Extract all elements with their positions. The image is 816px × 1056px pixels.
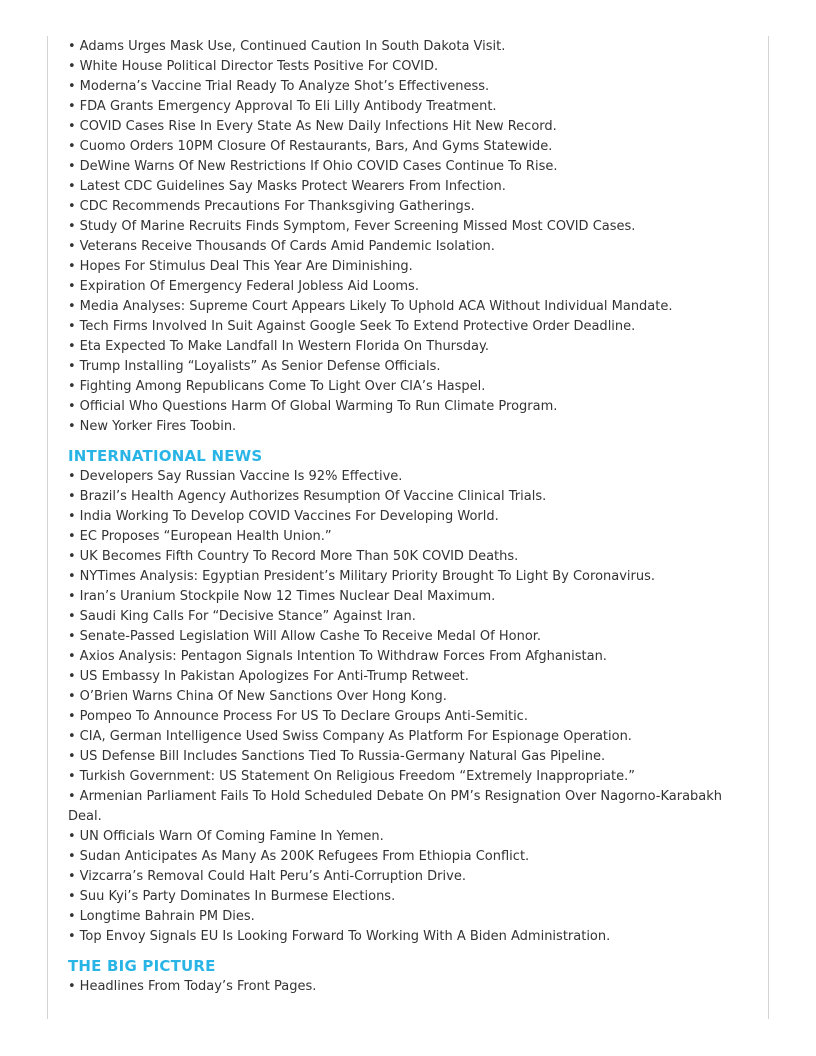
- big-picture-list: [68, 977, 748, 997]
- bullet-icon: •: [68, 139, 76, 154]
- bullet-icon: •: [68, 99, 76, 114]
- headline-text: Brazil’s Health Agency Authorizes Resumption Of Vaccine Clinical Trials.: [79, 489, 547, 504]
- domestic-news-list: [68, 37, 748, 437]
- bullet-icon: •: [68, 609, 76, 624]
- bullet-icon: •: [68, 359, 76, 374]
- headline-text: DeWine Warns Of New Restrictions If Ohio COVID Cases Continue To Rise.: [79, 159, 558, 174]
- bullet-icon: •: [68, 589, 76, 604]
- headline-link[interactable]: [68, 927, 748, 947]
- headline-text: NYTimes Analysis: Egyptian President’s Military Priority Brought To Light By Coronavirus.: [79, 569, 656, 584]
- headline-text: Trump Installing “Loyalists” As Senior Defense Officials.: [79, 359, 441, 374]
- headline-text: Axios Analysis: Pentagon Signals Intention To Withdraw Forces From Afghanistan.: [79, 649, 607, 664]
- headline-link[interactable]: [68, 317, 748, 337]
- headline-text: Study Of Marine Recruits Finds Symptom, Fever Screening Missed Most COVID Cases.: [79, 219, 636, 234]
- headline-text: UK Becomes Fifth Country To Record More Than 50K COVID Deaths.: [79, 549, 519, 564]
- headline-link[interactable]: [68, 417, 748, 437]
- bullet-icon: •: [68, 279, 76, 294]
- bullet-icon: •: [68, 529, 76, 544]
- bullet-icon: •: [68, 929, 76, 944]
- bullet-icon: •: [68, 729, 76, 744]
- headline-link[interactable]: [68, 397, 748, 417]
- headline-link[interactable]: [68, 977, 748, 997]
- headline-text: Official Who Questions Harm Of Global Warming To Run Climate Program.: [79, 399, 558, 414]
- headline-text: Headlines From Today’s Front Pages.: [79, 979, 317, 994]
- headline-link[interactable]: [68, 907, 748, 927]
- headline-text: Developers Say Russian Vaccine Is 92% Effective.: [79, 469, 403, 484]
- headline-text: Adams Urges Mask Use, Continued Caution In South Dakota Visit.: [79, 39, 506, 54]
- headline-text: Armenian Parliament Fails To Hold Scheduled Debate On PM’s Resignation Over Nagorno-Karabakh Deal.: [68, 789, 723, 824]
- bullet-icon: •: [68, 549, 76, 564]
- right-border: [768, 36, 769, 1019]
- headline-text: Saudi King Calls For “Decisive Stance” Against Iran.: [79, 609, 416, 624]
- headline-text: US Embassy In Pakistan Apologizes For Anti-Trump Retweet.: [79, 669, 469, 684]
- bullet-icon: •: [68, 829, 76, 844]
- headline-text: White House Political Director Tests Positive For COVID.: [79, 59, 439, 74]
- headline-link[interactable]: [68, 357, 748, 377]
- headline-link[interactable]: [68, 547, 748, 567]
- headline-link[interactable]: [68, 337, 748, 357]
- bullet-icon: •: [68, 889, 76, 904]
- headline-text: Iran’s Uranium Stockpile Now 12 Times Nuclear Deal Maximum.: [79, 589, 496, 604]
- headline-link[interactable]: [68, 647, 748, 667]
- bullet-icon: •: [68, 119, 76, 134]
- headline-text: New Yorker Fires Toobin.: [79, 419, 237, 434]
- bullet-icon: •: [68, 749, 76, 764]
- headline-text: Moderna’s Vaccine Trial Ready To Analyze Shot’s Effectiveness.: [79, 79, 490, 94]
- bullet-icon: •: [68, 299, 76, 314]
- headline-link[interactable]: [68, 77, 748, 97]
- headline-text: Top Envoy Signals EU Is Looking Forward To Working With A Biden Administration.: [79, 929, 611, 944]
- international-news-list: [68, 467, 748, 947]
- headline-text: UN Officials Warn Of Coming Famine In Yemen.: [79, 829, 384, 844]
- headline-text: Eta Expected To Make Landfall In Western Florida On Thursday.: [79, 339, 489, 354]
- headline-text: Turkish Government: US Statement On Religious Freedom “Extremely Inappropriate.”: [79, 769, 635, 784]
- bullet-icon: •: [68, 769, 76, 784]
- headline-text: CIA, German Intelligence Used Swiss Company As Platform For Espionage Operation.: [79, 729, 632, 744]
- headline-link[interactable]: [68, 197, 748, 217]
- bullet-icon: •: [68, 979, 76, 994]
- headline-link[interactable]: [68, 277, 748, 297]
- headline-link[interactable]: [68, 527, 748, 547]
- bullet-icon: •: [68, 849, 76, 864]
- headline-text: Veterans Receive Thousands Of Cards Amid Pandemic Isolation.: [79, 239, 495, 254]
- bullet-icon: •: [68, 669, 76, 684]
- international-news-heading: INTERNATIONAL NEWS: [68, 447, 263, 465]
- bullet-icon: •: [68, 489, 76, 504]
- headline-link[interactable]: [68, 177, 748, 197]
- headline-text: Latest CDC Guidelines Say Masks Protect Wearers From Infection.: [79, 179, 506, 194]
- headline-text: Tech Firms Involved In Suit Against Google Seek To Extend Protective Order Deadline.: [79, 319, 636, 334]
- headline-text: O’Brien Warns China Of New Sanctions Over Hong Kong.: [79, 689, 447, 704]
- headline-text: India Working To Develop COVID Vaccines For Developing World.: [79, 509, 499, 524]
- headline-link[interactable]: [68, 97, 748, 117]
- headline-text: Cuomo Orders 10PM Closure Of Restaurants, Bars, And Gyms Statewide.: [79, 139, 553, 154]
- bullet-icon: •: [68, 469, 76, 484]
- headline-link[interactable]: [68, 747, 748, 767]
- bullet-icon: •: [68, 239, 76, 254]
- headline-text: Expiration Of Emergency Federal Jobless Aid Looms.: [79, 279, 419, 294]
- headline-text: CDC Recommends Precautions For Thanksgiving Gatherings.: [79, 199, 475, 214]
- headline-text: Senate-Passed Legislation Will Allow Cashe To Receive Medal Of Honor.: [79, 629, 542, 644]
- headline-text: COVID Cases Rise In Every State As New Daily Infections Hit New Record.: [79, 119, 557, 134]
- bullet-icon: •: [68, 399, 76, 414]
- headline-link[interactable]: [68, 607, 748, 627]
- headline-link[interactable]: [68, 117, 748, 137]
- headline-text: Pompeo To Announce Process For US To Declare Groups Anti-Semitic.: [79, 709, 528, 724]
- headline-text: Sudan Anticipates As Many As 200K Refugees From Ethiopia Conflict.: [79, 849, 530, 864]
- headline-link[interactable]: [68, 707, 748, 727]
- bullet-icon: •: [68, 79, 76, 94]
- headline-link[interactable]: [68, 847, 748, 867]
- headline-text: Suu Kyi’s Party Dominates In Burmese Elections.: [79, 889, 396, 904]
- bullet-icon: •: [68, 59, 76, 74]
- bullet-icon: •: [68, 629, 76, 644]
- bullet-icon: •: [68, 199, 76, 214]
- bullet-icon: •: [68, 219, 76, 234]
- newsletter-content: [68, 37, 748, 997]
- headline-text: Longtime Bahrain PM Dies.: [79, 909, 255, 924]
- headline-link[interactable]: [48, 787, 748, 827]
- headline-link[interactable]: [68, 297, 748, 317]
- bullet-icon: •: [68, 339, 76, 354]
- headline-text: Media Analyses: Supreme Court Appears Likely To Uphold ACA Without Individual Mandate.: [79, 299, 673, 314]
- headline-link[interactable]: [68, 567, 748, 587]
- headline-link[interactable]: [68, 157, 748, 177]
- headline-link[interactable]: [68, 767, 748, 787]
- bullet-icon: •: [68, 709, 76, 724]
- headline-link[interactable]: [68, 887, 748, 907]
- headline-text: US Defense Bill Includes Sanctions Tied To Russia-Germany Natural Gas Pipeline.: [79, 749, 606, 764]
- headline-text: FDA Grants Emergency Approval To Eli Lilly Antibody Treatment.: [79, 99, 497, 114]
- headline-link[interactable]: [68, 137, 748, 157]
- bullet-icon: •: [68, 569, 76, 584]
- bullet-icon: •: [68, 259, 76, 274]
- left-border: [47, 36, 48, 1019]
- headline-link[interactable]: [68, 507, 748, 527]
- bullet-icon: •: [68, 319, 76, 334]
- big-picture-heading: THE BIG PICTURE: [68, 957, 216, 975]
- bullet-icon: •: [68, 509, 76, 524]
- headline-link[interactable]: [68, 37, 748, 57]
- headline-link[interactable]: [68, 217, 748, 237]
- headline-text: Fighting Among Republicans Come To Light Over CIA’s Haspel.: [79, 379, 486, 394]
- headline-link[interactable]: [68, 467, 748, 487]
- headline-link[interactable]: [68, 57, 748, 77]
- headline-link[interactable]: [68, 587, 748, 607]
- headline-link[interactable]: [68, 257, 748, 277]
- headline-text: Hopes For Stimulus Deal This Year Are Diminishing.: [79, 259, 413, 274]
- bullet-icon: •: [68, 789, 76, 804]
- headline-text: EC Proposes “European Health Union.”: [79, 529, 332, 544]
- bullet-icon: •: [68, 159, 76, 174]
- headline-text: Vizcarra’s Removal Could Halt Peru’s Anti-Corruption Drive.: [79, 869, 466, 884]
- headline-link[interactable]: [68, 627, 748, 647]
- headline-link[interactable]: [68, 867, 748, 887]
- bullet-icon: •: [68, 689, 76, 704]
- headline-link[interactable]: [68, 237, 748, 257]
- headline-link[interactable]: [68, 727, 748, 747]
- headline-link[interactable]: [68, 377, 748, 397]
- bullet-icon: •: [68, 39, 76, 54]
- headline-link[interactable]: [68, 487, 748, 507]
- bullet-icon: •: [68, 419, 76, 434]
- bullet-icon: •: [68, 909, 76, 924]
- bullet-icon: •: [68, 649, 76, 664]
- bullet-icon: •: [68, 869, 76, 884]
- headline-link[interactable]: [68, 687, 748, 707]
- bullet-icon: •: [68, 179, 76, 194]
- bullet-icon: •: [68, 379, 76, 394]
- headline-link[interactable]: [68, 667, 748, 687]
- headline-link[interactable]: [68, 827, 748, 847]
